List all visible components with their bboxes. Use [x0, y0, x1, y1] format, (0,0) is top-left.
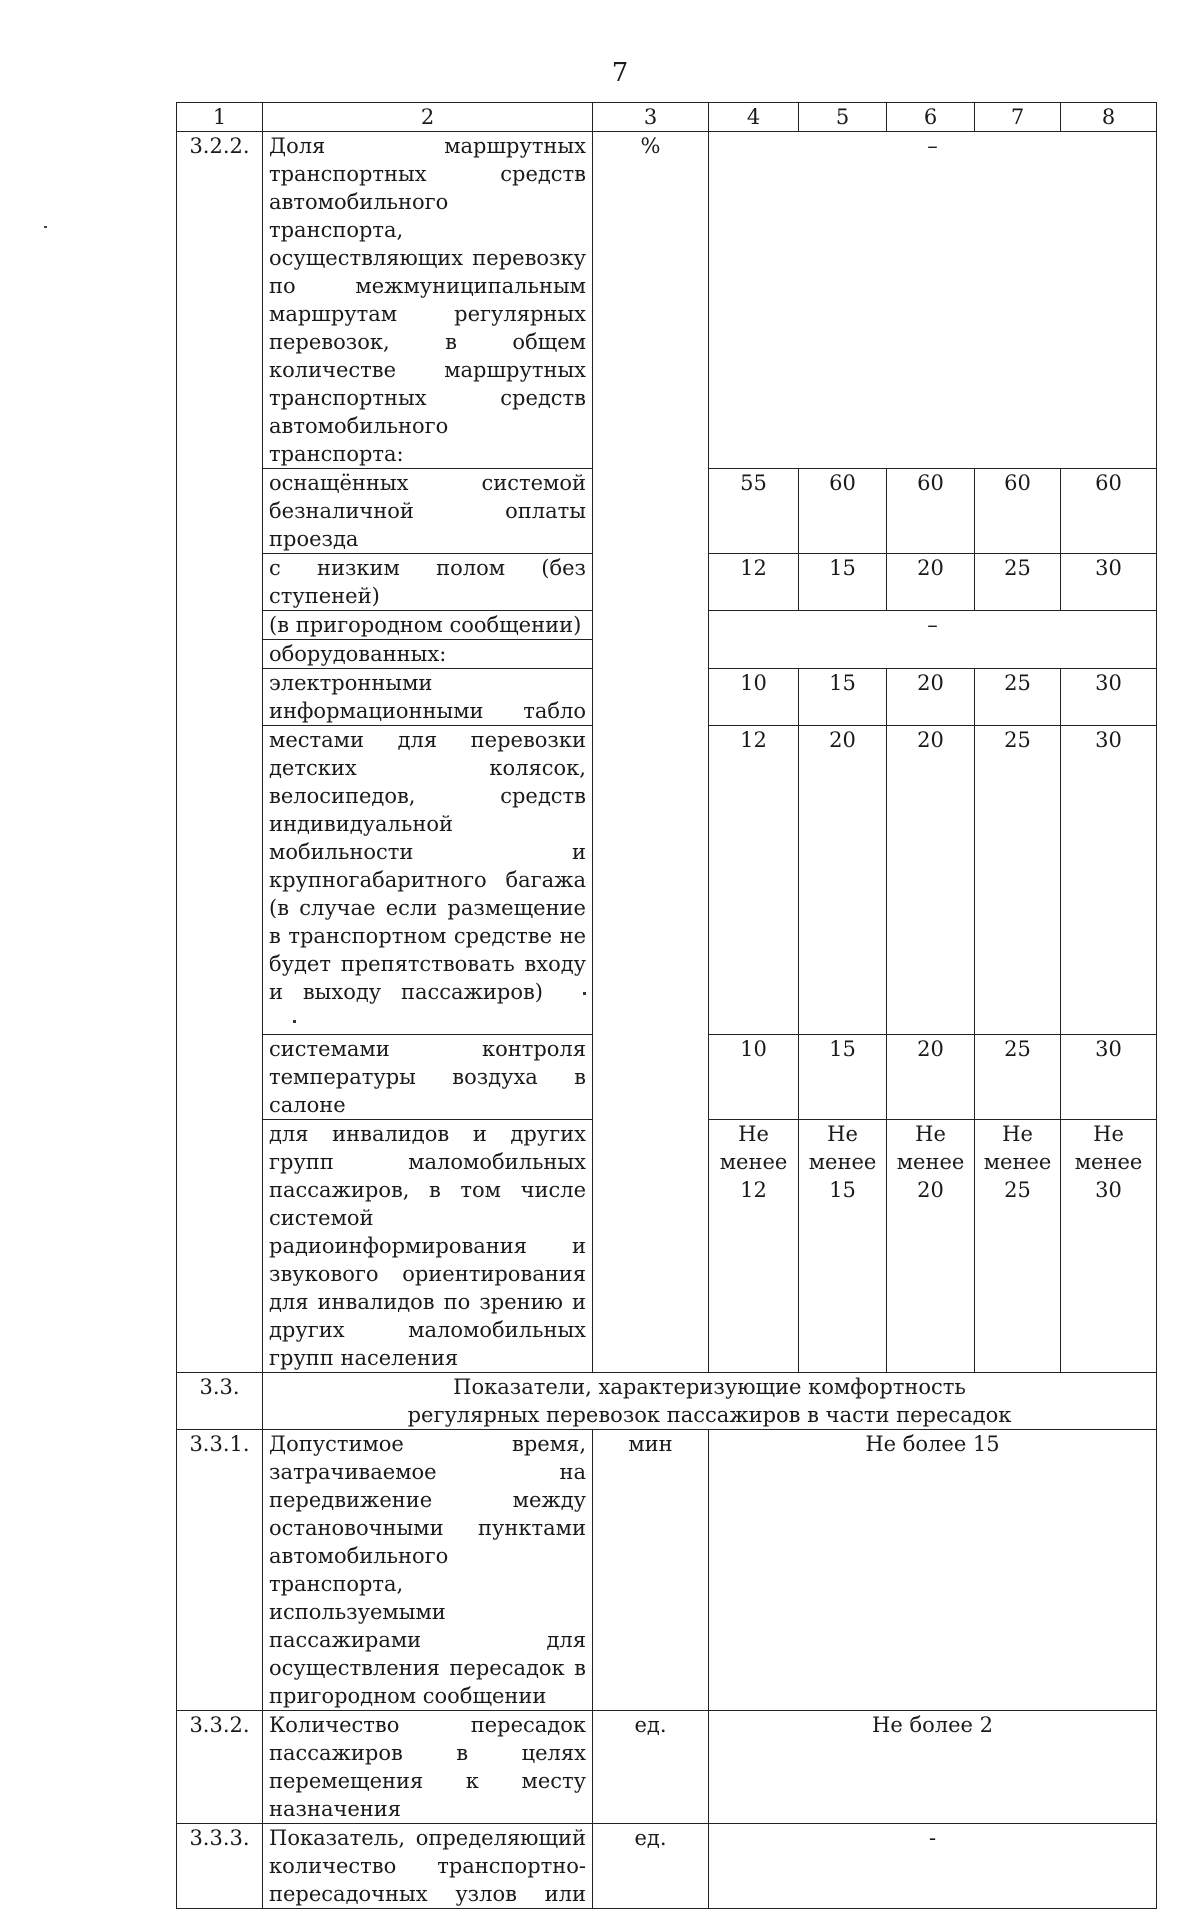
table-row-3-3-3 — [177, 1824, 1157, 1909]
value-cell: 30 — [1061, 1035, 1157, 1120]
value-cell: 55 — [709, 469, 799, 554]
value-line: 25 — [1004, 1178, 1031, 1202]
row-description: электронными информационными табло — [263, 669, 593, 726]
value-cell: 20 — [799, 726, 887, 1035]
row-description: с низким полом (без ступеней) — [263, 554, 593, 611]
value-line: Не — [827, 1122, 858, 1146]
value-cell: 25 — [975, 726, 1061, 1035]
value-cell: 60 — [975, 469, 1061, 554]
row-unit: % — [593, 132, 709, 1373]
header-cell: 2 — [263, 103, 593, 132]
value-line: менее — [808, 1150, 877, 1174]
value-line: менее — [983, 1150, 1052, 1174]
row-unit: мин — [593, 1430, 709, 1711]
value-cell — [1061, 1120, 1157, 1373]
scan-speck — [44, 226, 47, 228]
value-line: менее — [719, 1150, 788, 1174]
row-number: 3.3. — [177, 1373, 263, 1430]
row-number: 3.3.2. — [177, 1711, 263, 1824]
row-number: 3.2.2. — [177, 132, 263, 1373]
value-line: менее — [896, 1150, 965, 1174]
table-row-3-3-1 — [177, 1430, 1157, 1711]
value-cell — [709, 1120, 799, 1373]
merged-value: - — [709, 1824, 1157, 1909]
value-line: 20 — [917, 1178, 944, 1202]
merged-value: – — [709, 132, 1157, 469]
indicators-table — [176, 102, 1157, 1909]
row-description-text: местами для перевозки детских колясок, велосипедов, средств индивидуальной мобильности и крупногабаритного багажа (в случае если размещение в транспортном средстве не будет препятствовать входу и выходу пассажиров) — [269, 728, 586, 1004]
row-description: системами контроля температуры воздуха в салоне — [263, 1035, 593, 1120]
value-cell: 10 — [709, 1035, 799, 1120]
value-cell: 10 — [709, 669, 799, 726]
value-line: Не — [915, 1122, 946, 1146]
value-cell: 20 — [887, 554, 975, 611]
value-cell: 15 — [799, 1035, 887, 1120]
row-description: Количество пересадок пассажиров в целях перемещения к месту назначения — [263, 1711, 593, 1824]
value-cell: 60 — [1061, 469, 1157, 554]
value-cell — [799, 1120, 887, 1373]
section-title-line: Показатели, характеризующие комфортность — [453, 1375, 966, 1399]
value-cell: 12 — [709, 726, 799, 1035]
row-unit: ед. — [593, 1711, 709, 1824]
row-description: Показатель, определяющий количество транспортно-пересадочных узлов или — [263, 1824, 593, 1909]
header-cell: 5 — [799, 103, 887, 132]
header-cell: 3 — [593, 103, 709, 132]
row-description: Доля маршрутных транспортных средств автомобильного транспорта, осуществляющих перевозку по межмуниципальным маршрутам регулярных перевозок, в общем количестве маршрутных транспортных средств автомобильного транспорта: — [263, 132, 593, 469]
header-cell: 7 — [975, 103, 1061, 132]
value-line: 30 — [1095, 1178, 1122, 1202]
row-description: (в пригородном сообщении) — [263, 611, 593, 640]
value-cell: 25 — [975, 1035, 1061, 1120]
value-cell — [975, 1120, 1061, 1373]
value-cell: 60 — [887, 469, 975, 554]
header-cell: 1 — [177, 103, 263, 132]
value-cell: 20 — [887, 1035, 975, 1120]
value-cell: 15 — [799, 554, 887, 611]
value-line: менее — [1074, 1150, 1143, 1174]
value-line: Не — [738, 1122, 769, 1146]
value-cell: 15 — [799, 669, 887, 726]
row-description: оборудованных: — [263, 640, 593, 669]
row-unit: ед. — [593, 1824, 709, 1909]
value-cell: 25 — [975, 669, 1061, 726]
row-description: оснащённых системой безналичной оплаты проезда — [263, 469, 593, 554]
merged-value: Не более 2 — [709, 1711, 1157, 1824]
value-cell: 20 — [887, 669, 975, 726]
value-cell: 25 — [975, 554, 1061, 611]
value-line: 12 — [740, 1178, 767, 1202]
row-description: Допустимое время, затрачиваемое на передвижение между остановочными пунктами автомобильного транспорта, используемыми пассажирами для осуществления пересадок в пригородном сообщении — [263, 1430, 593, 1711]
table-row-3-3-2 — [177, 1711, 1157, 1824]
page-number: 7 — [611, 58, 629, 88]
value-cell: 30 — [1061, 554, 1157, 611]
value-line: Не — [1002, 1122, 1033, 1146]
value-cell: 30 — [1061, 669, 1157, 726]
header-cell: 4 — [709, 103, 799, 132]
row-number: 3.3.3. — [177, 1824, 263, 1909]
value-cell: 12 — [709, 554, 799, 611]
header-row — [177, 103, 1157, 132]
section-title-line: регулярных перевозок пассажиров в части пересадок — [407, 1403, 1012, 1427]
row-number: 3.3.1. — [177, 1430, 263, 1711]
section-title — [263, 1373, 1157, 1430]
merged-value: Не более 15 — [709, 1430, 1157, 1711]
row-description — [263, 726, 593, 1035]
table-row-3-2-2 — [177, 132, 1157, 469]
value-cell: 20 — [887, 726, 975, 1035]
header-cell: 6 — [887, 103, 975, 132]
merged-value: – — [709, 611, 1157, 669]
value-cell — [887, 1120, 975, 1373]
value-cell: 60 — [799, 469, 887, 554]
value-cell: 30 — [1061, 726, 1157, 1035]
table-row-section-3-3 — [177, 1373, 1157, 1430]
value-line: 15 — [829, 1178, 856, 1202]
scan-speck — [293, 1020, 296, 1023]
scan-speck — [583, 992, 586, 995]
row-description: для инвалидов и других групп маломобильных пассажиров, в том числе системой радиоинформирования и звукового ориентирования для инвалидов по зрению и других маломобильных групп населения — [263, 1120, 593, 1373]
header-cell: 8 — [1061, 103, 1157, 132]
value-line: Не — [1093, 1122, 1124, 1146]
